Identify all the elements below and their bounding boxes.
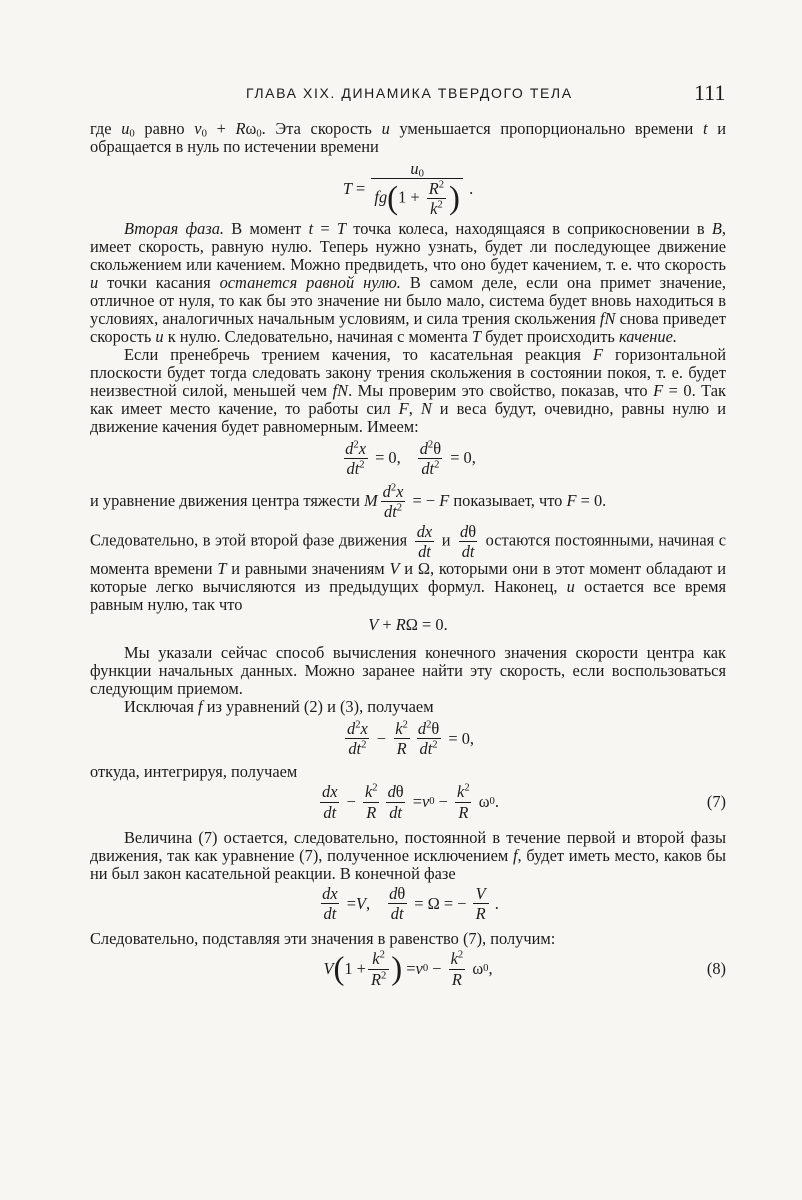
paragraph-9: Величина (7) остается, следовательно, постоянной в течение первой и второй фазы движения, так как уравнение (7), полученное исключением f, будет иметь место, каков бы ни был закон касательной реакции. В конечной фазе — [90, 827, 726, 883]
paragraph-7: Исключая f из уравнений (2) и (3), получаем — [124, 696, 434, 716]
paragraph-2: Вторая фаза. В момент t = T точка колеса, находящаяся в соприкосновении в B, имеет скорость, равную нулю. Теперь нужно узнать, будет ли последующее движение скольжением или качением. Можно предвидеть, что оно будет качением, т. е. что скорость u точки касания останется равной нулю. В самом деле, если она примет значение, отличное от нуля, то как бы это значение ни было мало, система будет вновь находиться в условиях, аналогичных начальным условиям, и сила трения скольжения fN снова приведет скорость u к нулю. Следовательно, начиная с момента T будет происходить качение. — [90, 218, 727, 346]
formula-eliminated-f: $\frac{d^2x}{dt^2}$ − $\frac{k^2}{R}$ $\frac{d^2\theta}{dt^2}$ = 0, — [347, 718, 474, 759]
running-title: ГЛАВА XIX. ДИНАМИКА ТВЕРДОГО ТЕЛА — [246, 85, 573, 101]
formula-second-derivatives-zero: $\frac{d^2x}{dt^2}$ = 0, $\frac{d^2\theta}{dt^2}$ = 0, — [345, 438, 476, 478]
paragraph-8: откуда, интегрируя, получаем — [90, 762, 298, 782]
formula-time-T: T = $u_0$ fg(1 + $\frac{R^2}{k^2}$ ) . — [342, 159, 474, 219]
formula-8: V ( 1 + $\frac{k^2}{R^2}$ ) = v 0 − $\frac{k^2}{R}$ ω 0 , (8) — [323, 949, 726, 989]
paragraph-3: Если пренебречь трением качения, то касательная реакция F горизонтальной плоскости будет тогда следовать закону трения скольжения в состоянии покоя, т. е. будет неизвестной силой, меньшей чем fN. Мы проверим это свойство, показав, что F = 0. Так как имеет место качение, то работы сил F, N и веса будут, очевидно, равны нулю и движение качения будет равномерным. Имеем: — [90, 344, 727, 436]
page-number: 111 — [694, 80, 726, 105]
page-body — [90, 120, 726, 990]
equation-number-7: (7) — [706, 792, 726, 812]
equation-number-8: (8) — [706, 959, 726, 978]
formula-final-phase: $\frac{dx}{dt}$ = V , $\frac{d\theta}{dt}$ = Ω = − $\frac{V}{R}$ . — [322, 883, 499, 924]
paragraph-6: Мы указали сейчас способ вычисления конечного значения скорости центра как функции начальных данных. Можно заранее найти эту скорость, если воспользоваться следующим приемом. — [90, 642, 726, 698]
paragraph-4: и уравнение движения центра тяжести M $\frac{d^2x}{dt^2}$ = − F показывает, что F = 0. — [90, 482, 607, 522]
paragraph-10: Следовательно, подставляя эти значения в равенство (7), получим: — [90, 929, 556, 949]
paragraph-1: где $u_0$ равно $v_0 + R\omega_0$. Эта скорость u уменьшается пропорционально времени t и обращается в нуль по истечении времени — [90, 119, 726, 156]
formula-rolling-condition: V + R Ω = 0. — [368, 614, 448, 634]
formula-7: $\frac{dx}{dt}$ − $\frac{k^2}{R}$ $\frac{d\theta}{dt}$ = v 0 − $\frac{k^2}{R}$ ω 0 . (7) — [322, 782, 726, 822]
paragraph-5: Следовательно, в этой второй фазе движения $\frac{dx}{dt}$ и $\frac{d\theta}{dt}$ остаются постоянными, начиная с момента времени T и равными значениям V и Ω, которыми они в этот момент обладают и которые легко вычисляются из предыдущих формул. Наконец, u остается все время равным нулю, так что — [90, 521, 727, 614]
page-header — [0, 80, 802, 110]
